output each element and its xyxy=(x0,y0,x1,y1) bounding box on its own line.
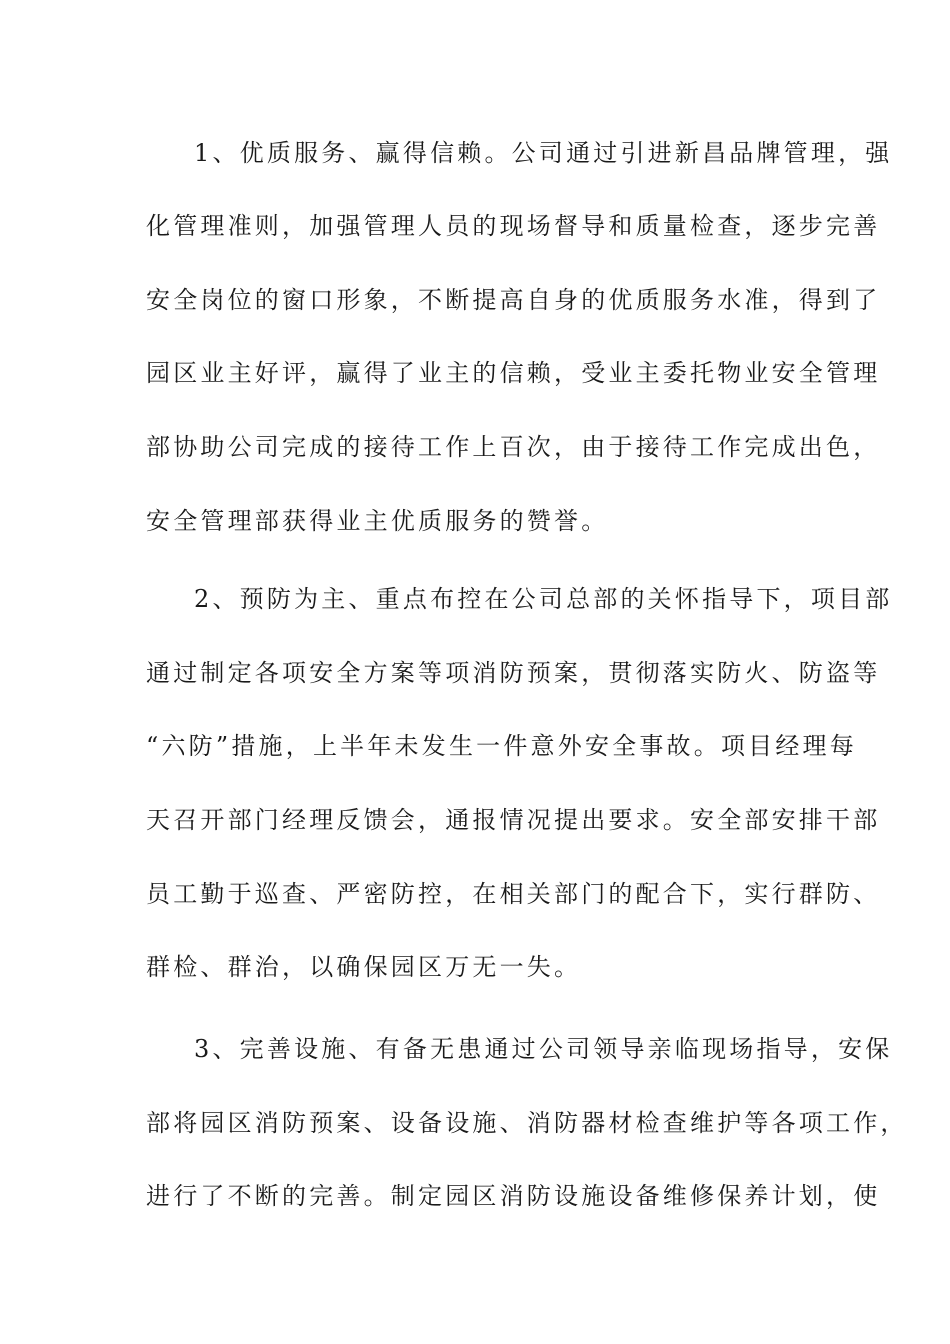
paragraph-2-line-4: 天召开部门经理反馈会，通报情况提出要求。安全部安排干部 xyxy=(146,806,881,834)
paragraph-1-line-3: 安全岗位的窗口形象，不断提高自身的优质服务水准，得到了 xyxy=(146,286,881,314)
paragraph-1-line-4: 园区业主好评，赢得了业主的信赖，受业主委托物业安全管理 xyxy=(146,359,881,387)
paragraph-3-line-1: 3、完善设施、有备无患通过公司领导亲临现场指导，安保 xyxy=(194,1035,893,1063)
paragraph-3-line-2: 部将园区消防预案、设备设施、消防器材检查维护等各项工作， xyxy=(146,1109,908,1137)
paragraph-2-line-3: “六防”措施，上半年未发生一件意外安全事故。项目经理每 xyxy=(146,732,857,760)
paragraph-1-line-6: 安全管理部获得业主优质服务的赞誉。 xyxy=(146,507,609,535)
paragraph-1-line-2: 化管理准则，加强管理人员的现场督导和质量检查，逐步完善 xyxy=(146,212,881,240)
paragraph-2-line-5: 员工勤于巡查、严密防控，在相关部门的配合下，实行群防、 xyxy=(146,880,881,908)
paragraph-3-line-3: 进行了不断的完善。制定园区消防设施设备维修保养计划，使 xyxy=(146,1182,881,1210)
paragraph-2-line-6: 群检、群治，以确保园区万无一失。 xyxy=(146,953,582,981)
paragraph-1-line-1: 1、优质服务、赢得信赖。公司通过引进新昌品牌管理，强 xyxy=(194,139,893,167)
paragraph-2-line-2: 通过制定各项安全方案等项消防预案，贯彻落实防火、防盗等 xyxy=(146,659,881,687)
paragraph-1-line-5: 部协助公司完成的接待工作上百次，由于接待工作完成出色， xyxy=(146,433,881,461)
paragraph-2-line-1: 2、预防为主、重点布控在公司总部的关怀指导下，项目部 xyxy=(194,585,893,613)
